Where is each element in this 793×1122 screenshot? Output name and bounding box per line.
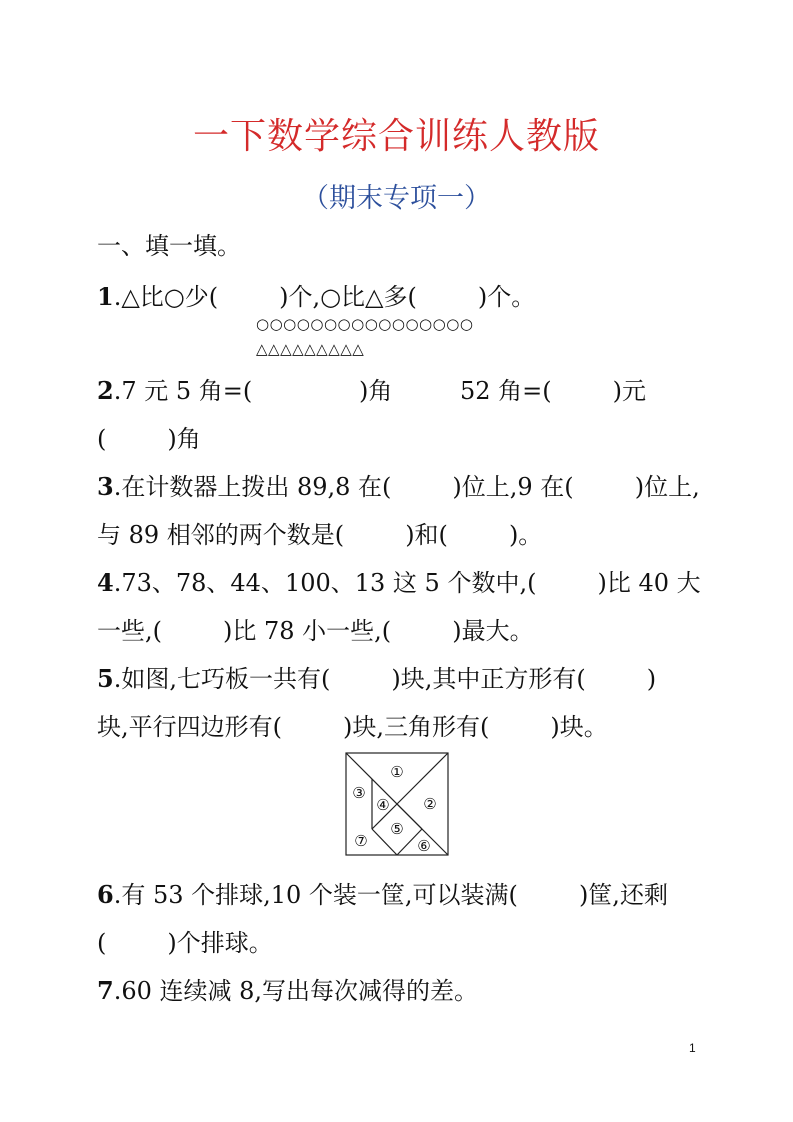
- section-heading: 一、填一填。: [97, 232, 241, 260]
- question-3-line-2: 与 89 相邻的两个数是( )和( )。: [97, 521, 543, 549]
- question-text: .△比○少( )个,○比△多( )个。: [113, 283, 536, 311]
- question-text: .有 53 个排球,10 个装一筐,可以装满( )筐,还剩: [113, 881, 668, 909]
- question-2-part-b: 52 角=( )元: [460, 377, 647, 405]
- question-2-line-2: ( )角: [97, 425, 201, 453]
- question-5-line-2: 块,平行四边形有( )块,三角形有( )块。: [97, 713, 608, 741]
- question-number: 6: [97, 880, 114, 909]
- question-text: .在计数器上拨出 89,8 在( )位上,9 在( )位上,: [113, 473, 700, 501]
- tangram-label: ③: [352, 784, 366, 802]
- tangram-figure: [345, 752, 449, 856]
- question-2: [97, 371, 392, 406]
- question-number: 4: [97, 568, 114, 597]
- question-7: [97, 971, 478, 1006]
- tangram-label: ①: [390, 763, 404, 781]
- question-text: .7 元 5 角=( )角: [113, 377, 393, 405]
- triangle-row: △△△△△△△△△: [256, 340, 365, 358]
- page-subtitle: （期末专项一）: [302, 183, 491, 214]
- page-title: 一下数学综合训练人教版: [192, 116, 600, 157]
- question-1: [97, 277, 535, 312]
- question-text: .60 连续减 8,写出每次减得的差。: [113, 977, 479, 1005]
- tangram-label: ⑦: [354, 832, 368, 850]
- tangram-label: ⑥: [417, 837, 431, 855]
- page-number: 1: [689, 1041, 696, 1055]
- question-6: [97, 875, 668, 910]
- question-4-line-2: 一些,( )比 78 小一些,( )最大。: [97, 617, 534, 645]
- question-3: [97, 467, 700, 502]
- question-5: [97, 659, 656, 694]
- tangram-label: ②: [423, 795, 437, 813]
- question-number: 7: [97, 976, 114, 1005]
- question-6-line-2: ( )个排球。: [97, 929, 273, 957]
- question-text: .73、78、44、100、13 这 5 个数中,( )比 40 大: [113, 569, 701, 597]
- question-number: 3: [97, 472, 114, 501]
- question-number: 5: [97, 664, 114, 693]
- question-4: [97, 563, 701, 598]
- tangram-label: ⑤: [390, 820, 404, 838]
- question-text: .如图,七巧板一共有( )块,其中正方形有( ): [113, 665, 657, 693]
- question-number: 2: [97, 376, 114, 405]
- circle-row: ○○○○○○○○○○○○○○○○: [256, 315, 474, 333]
- tangram-label: ④: [376, 796, 390, 814]
- question-number: 1: [97, 282, 114, 311]
